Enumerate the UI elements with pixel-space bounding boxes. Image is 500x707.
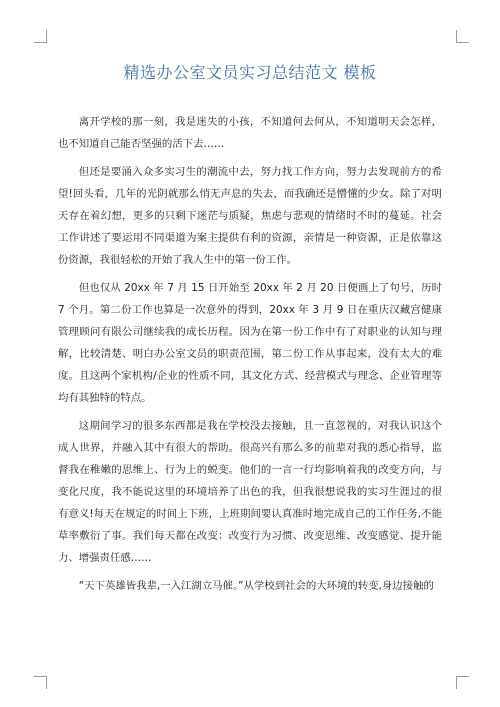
paragraph-1: 离开学校的那一刻，我是迷失的小孩，不知道何去何从，不知道明天会怎样，也不知道自己能否坚强的活下去…… (58, 116, 442, 150)
crop-mark-bottom-left (34, 676, 47, 689)
paragraph-4: 这期间学习的很多东西都是我在学校没去接触，且一直忽视的，对我认识这个成人世界，并融入其中有很大的帮助。很高兴有那么多的前辈对我的悉心指导，监督我在稚嫩的思维上、行为上的蜕变。他们的一言一行均影响着我的改变方向，与变化尺度，我不能说这里的环境培养了出色的我，但我很想说我的实习生涯过的很有意义!每天在规定的时间上下班，上班期间要认真准时地完成自己的工作任务,不能草率敷衍了事。我们每天都在改变：改变行为习惯、改变思维、改变感觉、提升能力、增强责任感…… (58, 420, 442, 564)
paragraph-3: 但也仅从 20xx 年 7 月 15 日开始至 20xx 年 2 月 20 日便画上了句号，历时 7 个月。第二份工作也算是一次意外的得到，20xx 年 3 月 9 日在重庆汉藏宫健康管理顾问有限公司继续我的成长历程。因为在第一份工作中有了对职业的认知与理解，比较清楚、明白办公室文员的职责范围，第二份工作从事起来，没有太大的难度。且这两个家机构/企业的性质不同，其文化方式、经营模式与理念、企业管理等均有其独特的特点。 (58, 282, 442, 404)
crop-mark-top-right (456, 30, 469, 43)
crop-mark-top-left (34, 30, 47, 43)
paragraph-2: 但还是要涌入众多实习生的潮流中去，努力找工作方向，努力去发现前方的希望!回头看，几年的光阴就那么悄无声息的失去，而我确还是懵懂的少女。除了对明天存在着幻想，更多的只剩下迷茫与质疑，焦虑与悲观的情绪时不时的蔓延。社会工作讲述了要运用不同渠道为案主提供有利的资源，亲情是一种资源，正是依靠这份资源，我很轻松的开始了我人生中的第一份工作。 (58, 166, 442, 266)
document-body (58, 111, 442, 597)
crop-mark-bottom-right (456, 676, 469, 689)
paragraph-5: “天下英雄皆我辈,一入江湖立马催。”从学校到社会的大环境的转变,身边接触的 (78, 580, 434, 592)
document-title: 精选办公室文员实习总结范文 模板 (123, 63, 377, 82)
